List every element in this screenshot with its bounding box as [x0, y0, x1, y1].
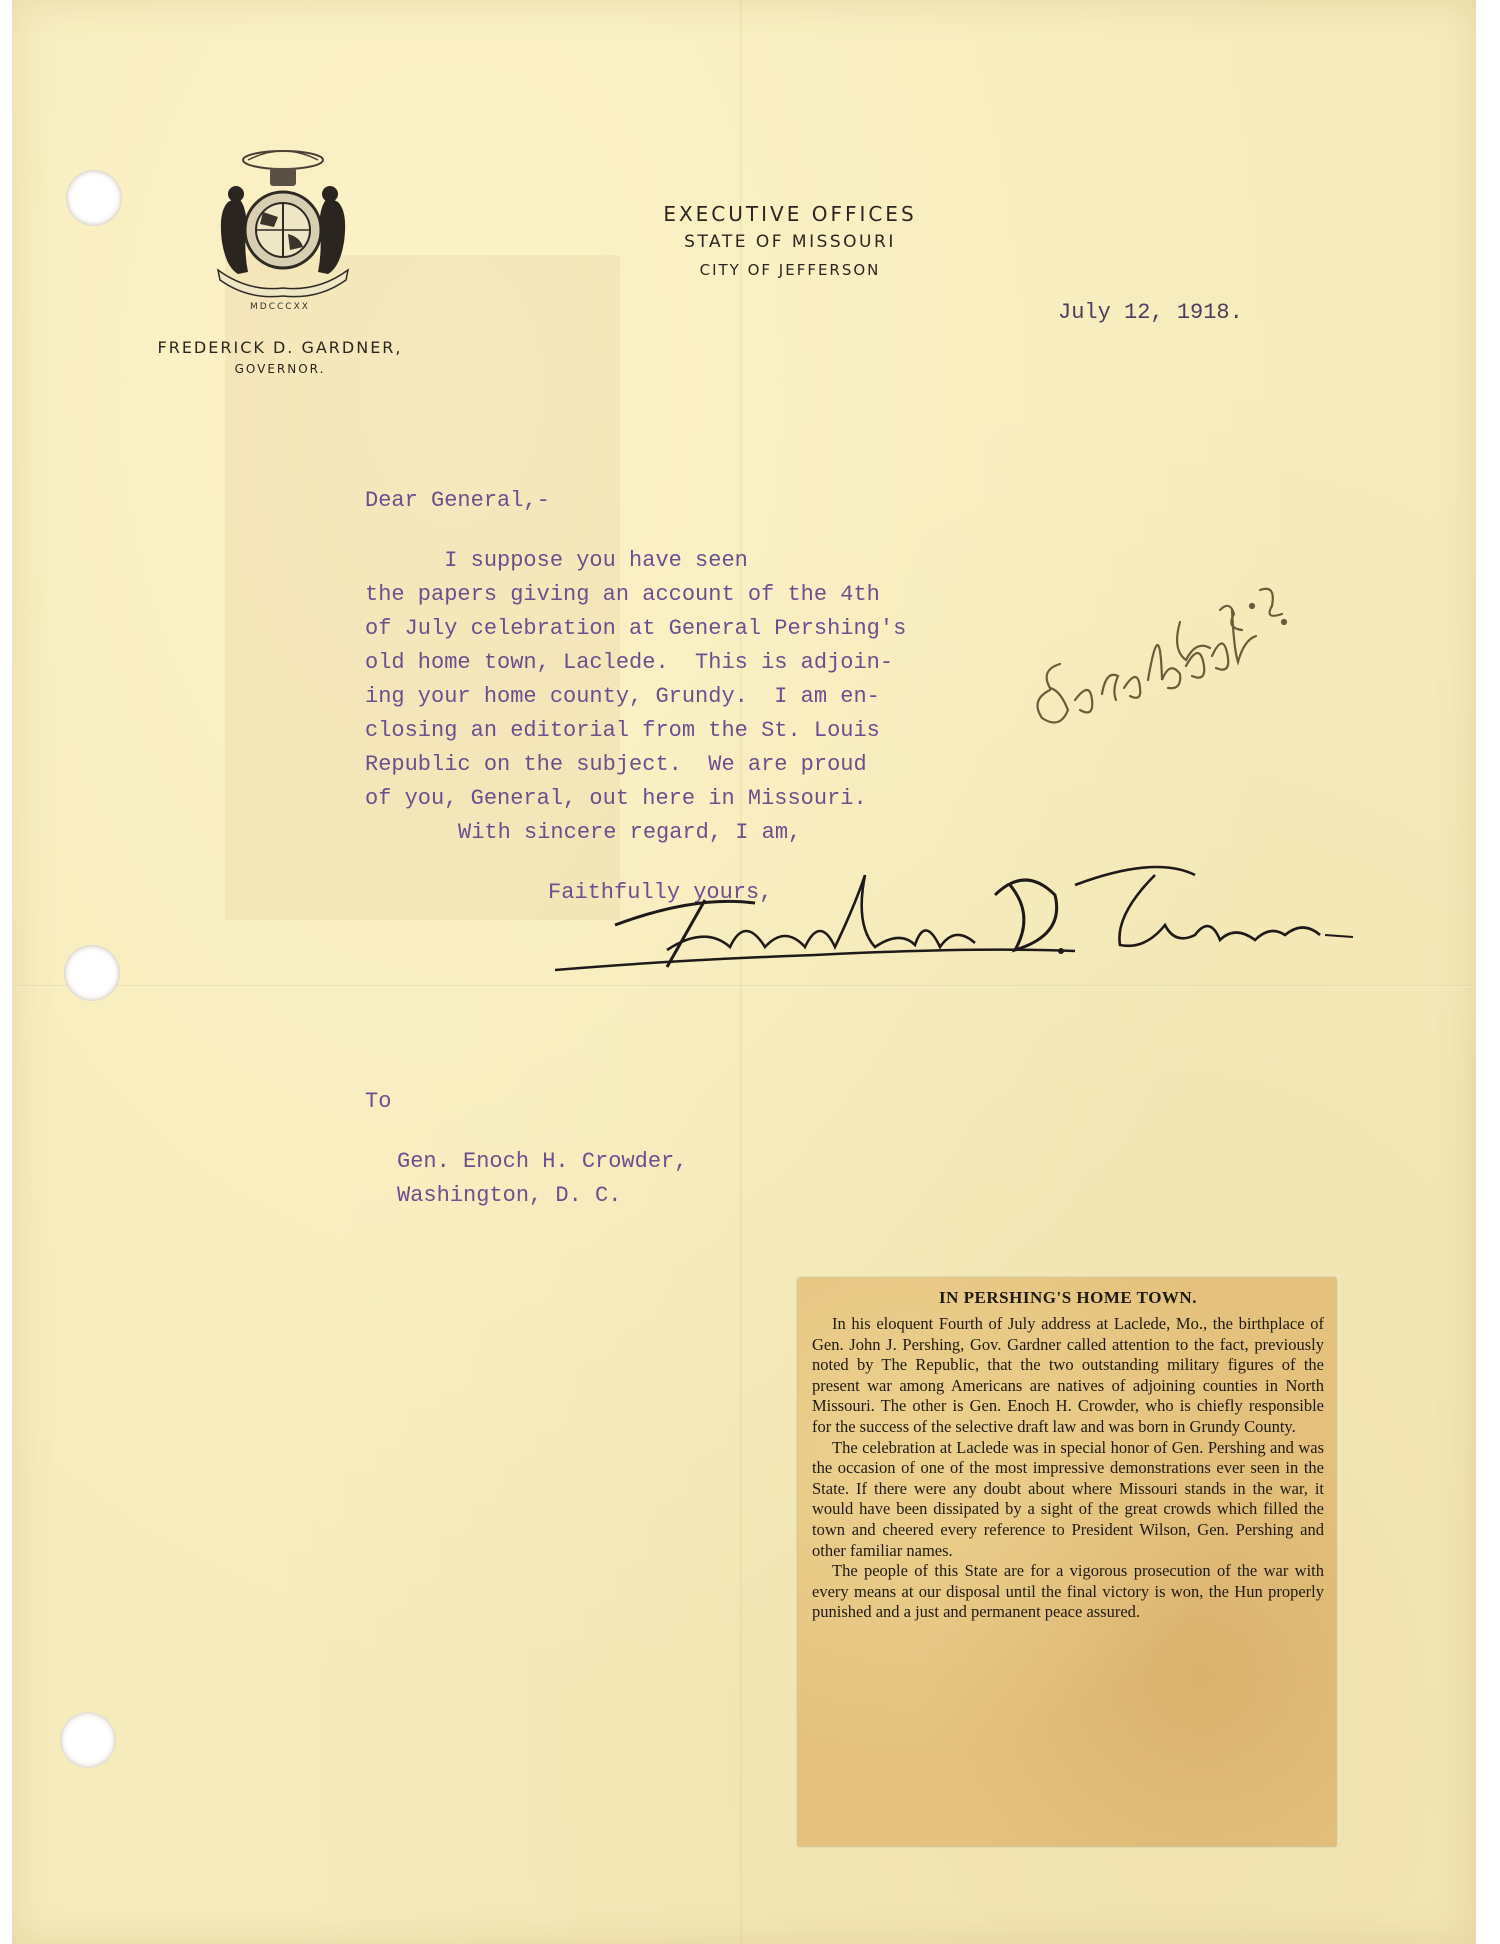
to-label: To: [365, 1089, 392, 1114]
salutation: Dear General,-: [365, 488, 550, 513]
clipping-paragraph: The celebration at Laclede was in special honor of Gen. Pershing and was the occasion of one of the most impressive demonstrations ever seen in the State. If there were any doubt about where Missouri stands in the war, it would have been dissipated by a sight of the great crowds which filled the town and cheered every reference to President Wilson, Gen. Pershing and other familiar names.: [812, 1437, 1324, 1560]
punch-hole-bottom: [60, 1712, 116, 1768]
punch-hole-middle: [64, 945, 120, 1001]
clipping-paragraph: The people of this State are for a vigorous prosecution of the war with every means at our disposal until the final victory is won, the Hun properly punished and a just and permanent peace assured.: [812, 1561, 1324, 1622]
closing-line: With sincere regard, I am,: [458, 820, 802, 845]
letter-body: I suppose you have seen the papers giving an account of the 4th of July celebration at General Pershing's old home town, Laclede. This is adjoin- ing your home county, Grundy. I am en- closing an editorial from the St. Louis Republic on the subject. We are proud of you, General, out here in Missouri.: [365, 548, 907, 811]
letterhead: [580, 200, 1000, 284]
clipping-title: IN PERSHING'S HOME TOWN.: [939, 1288, 1197, 1307]
handwritten-signature: [555, 855, 1355, 985]
newspaper-clipping: [798, 1278, 1336, 1846]
punch-hole-top: [66, 170, 122, 226]
letter-date: July 12, 1918.: [1058, 300, 1243, 325]
paper-fold-horizontal: [12, 985, 1476, 987]
letterhead-city: CITY OF JEFFERSON: [699, 261, 881, 279]
addressee: Gen. Enoch H. Crowder, Washington, D. C.: [397, 1149, 688, 1208]
governor-name: FREDERICK D. GARDNER,: [157, 338, 403, 357]
letterhead-state: STATE OF MISSOURI: [684, 232, 896, 252]
clipping-paragraph: In his eloquent Fourth of July address at Laclede, Mo., the birthplace of Gen. John J. Pershing, Gov. Gardner called attention to the fact, previously noted by The Republic, that the two outstanding military figures of the present war among Americans are natives of adjoining counties in North Missouri. The other is Gen. Enoch H. Crowder, who is chiefly responsible for the success of the selective draft law and was born in Grundy County.: [812, 1314, 1324, 1436]
seal-year: MDCCCXX: [250, 302, 310, 312]
missouri-state-seal-icon: [208, 142, 358, 327]
letterhead-office: EXECUTIVE OFFICES: [663, 202, 917, 226]
governor-title: GOVERNOR.: [234, 362, 326, 376]
complimentary-close: Faithfully yours,: [548, 880, 773, 905]
handwritten-note: [1020, 570, 1290, 750]
